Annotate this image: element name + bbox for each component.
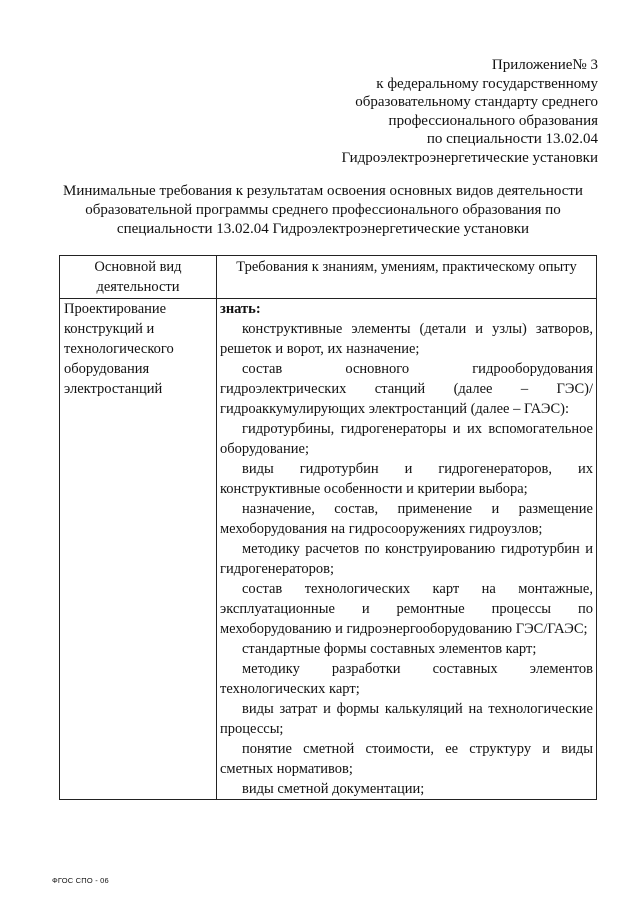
title-line: Минимальные требования к результатам освоения основных видов деятельности (63, 183, 583, 199)
appendix-line: профессионального образования (388, 112, 598, 129)
requirements-table (59, 255, 597, 800)
requirement-item: стандартные формы составных элементов карт; (242, 641, 537, 657)
header-requirements: Требования к знаниям, умениям, практическому опыту (217, 256, 597, 299)
requirement-item: методику расчетов по конструированию гидротурбин и гидрогенераторов; (220, 541, 593, 577)
appendix-reference (341, 56, 598, 167)
appendix-line: по специальности 13.02.04 (426, 131, 598, 147)
table-header-row (60, 256, 597, 299)
appendix-line: образовательному стандарту среднего (355, 94, 598, 110)
header-activity: Основной вид деятельности (60, 256, 217, 299)
activity-cell (60, 299, 217, 800)
requirement-item: гидротурбины, гидрогенераторы и их вспомогательное оборудование; (220, 421, 593, 457)
requirement-item: состав технологических карт на монтажные, эксплуатационные и ремонтные процессы по мехоборудованию и гидроэнергооборудованию ГЭС/ГАЭС; (220, 581, 593, 637)
requirement-item: виды затрат и формы калькуляций на технологические процессы; (220, 701, 593, 737)
activity-line: Проектирование (64, 301, 167, 317)
activity-line: электростанций (64, 381, 163, 397)
appendix-line: Приложение№ 3 (491, 57, 598, 73)
footer-code: ФГОС СПО - 06 (52, 876, 109, 885)
requirement-item: виды сметной документации; (242, 781, 425, 797)
table-row (60, 299, 597, 800)
document-title (50, 182, 596, 239)
activity-line: конструкций и (64, 321, 155, 337)
requirements-cell (217, 299, 597, 800)
title-line: образовательной программы среднего профессионального образования по (85, 202, 561, 218)
requirement-item: понятие сметной стоимости, ее структуру и виды сметных нормативов; (220, 741, 593, 777)
requirement-item: виды гидротурбин и гидрогенераторов, их конструктивные особенности и критерии выбора; (220, 461, 593, 497)
activity-line: оборудования (64, 361, 150, 377)
appendix-line: Гидроэлектроэнергетические установки (341, 149, 598, 166)
title-line: специальности 13.02.04 Гидроэлектроэнергетические установки (116, 221, 530, 237)
requirement-item: конструктивные элементы (детали и узлы) затворов, решеток и ворот, их назначение; (220, 321, 593, 357)
activity-line: технологического (64, 341, 174, 357)
know-label: знать: (220, 301, 261, 317)
requirement-item: методику разработки составных элементов технологических карт; (220, 661, 593, 697)
appendix-line: к федеральному государственному (376, 75, 598, 92)
requirement-item: состав основного гидрооборудования гидроэлектрических станций (далее – ГЭС)/гидроаккумулирующих электростанций (далее – ГАЭС): (220, 361, 593, 417)
requirement-item: назначение, состав, применение и размещение мехоборудования на гидросооружениях гидроузлов; (220, 501, 593, 537)
